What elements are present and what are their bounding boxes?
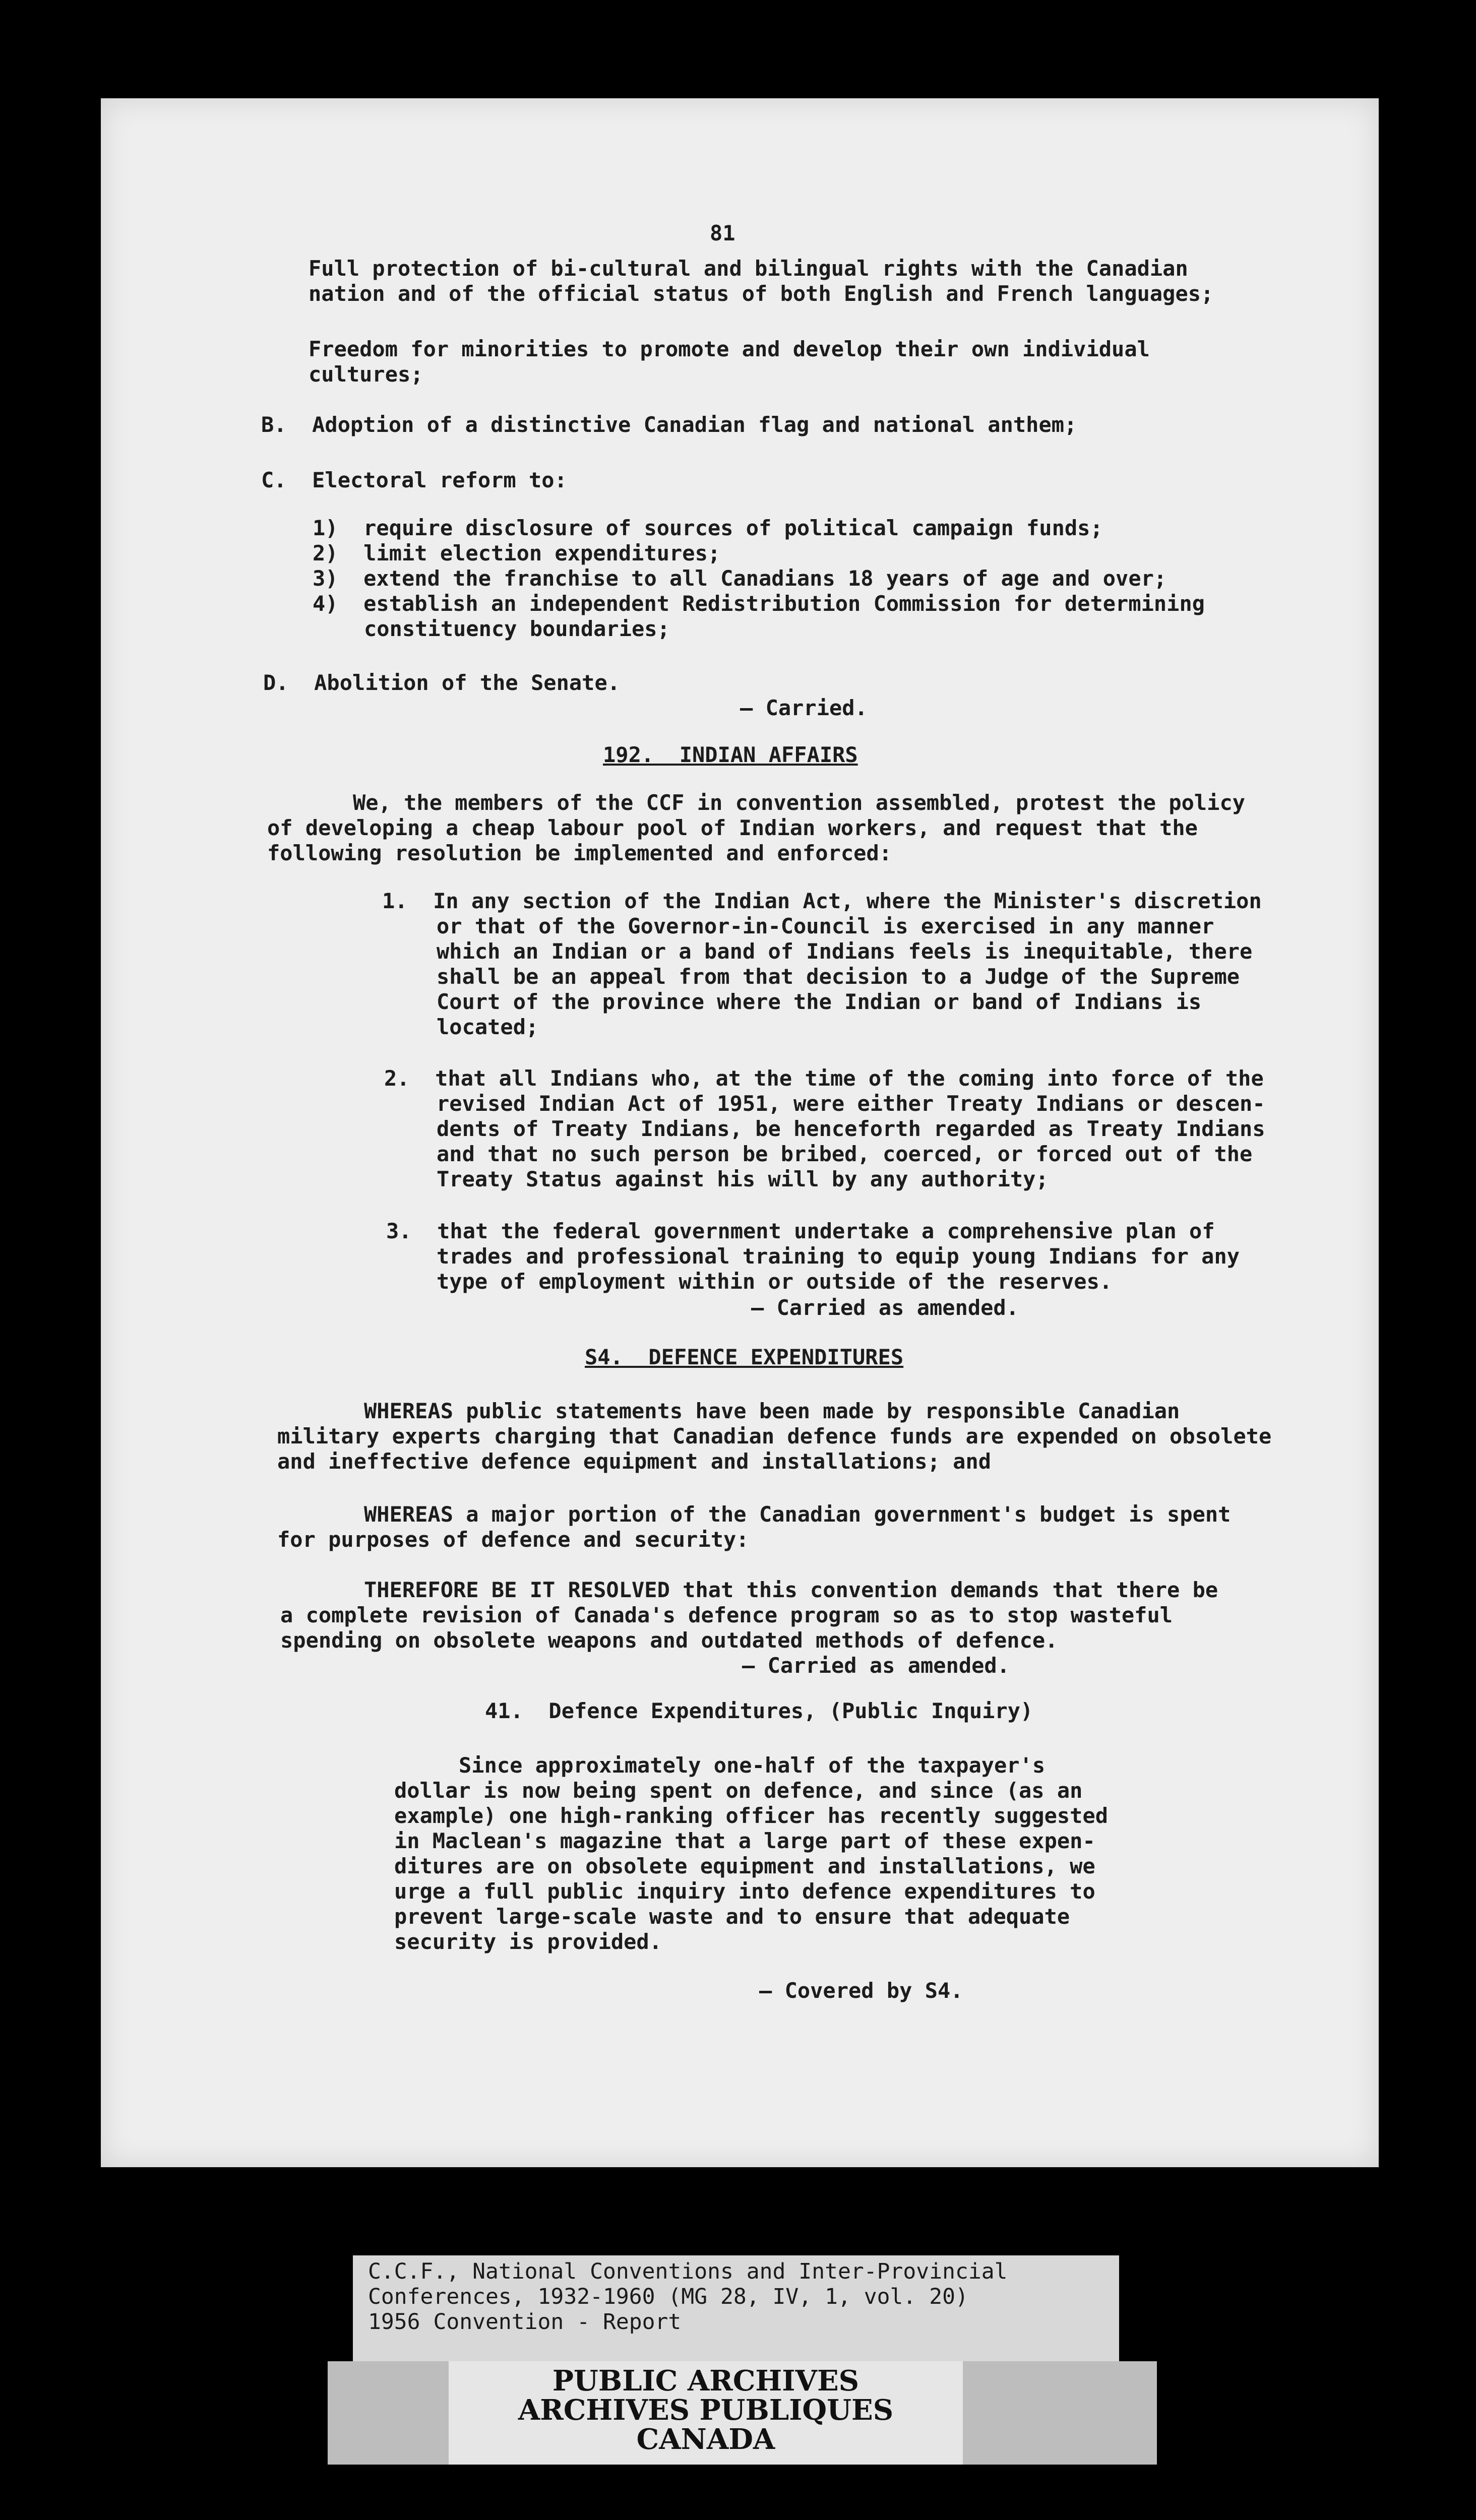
text-line: spending on obsolete weapons and outdated methods of defence. xyxy=(280,1628,1058,1653)
text-line: We, the members of the CCF in convention assembled, protest the policy xyxy=(353,790,1246,815)
text-line: military experts charging that Canadian defence funds are expended on obsolete xyxy=(277,1424,1272,1448)
stamp-line: PUBLIC ARCHIVES xyxy=(552,2364,859,2398)
text-line: — Carried as amended. xyxy=(751,1295,1019,1320)
text-line: and ineffective defence equipment and installations; and xyxy=(277,1449,992,1474)
section-heading: 41. Defence Expenditures, (Public Inquiry) xyxy=(485,1698,1033,1723)
text-line: — Carried as amended. xyxy=(742,1653,1010,1678)
text-line: security is provided. xyxy=(394,1929,662,1954)
text-line: 3. that the federal government undertake a comprehensive plan of xyxy=(386,1219,1215,1243)
text-line: example) one high-ranking officer has recently suggested xyxy=(394,1803,1109,1828)
text-line: — Carried. xyxy=(740,696,868,720)
text-line: WHEREAS a major portion of the Canadian government's budget is spent xyxy=(364,1502,1231,1527)
text-line: or that of the Governor-in-Council is exercised in any manner xyxy=(437,914,1214,938)
text-line: 4) establish an independent Redistribution Commission for determining xyxy=(313,591,1205,616)
archive-label-line: Conferences, 1932-1960 (MG 28, IV, 1, vol. 20) xyxy=(368,2284,968,2309)
text-line: in Maclean's magazine that a large part of these expen- xyxy=(394,1829,1095,1853)
section-heading: S4. DEFENCE EXPENDITURES xyxy=(585,1345,904,1369)
text-line: 1. In any section of the Indian Act, where the Minister's discretion xyxy=(382,889,1262,913)
text-line: type of employment within or outside of the reserves. xyxy=(437,1269,1113,1294)
text-line: revised Indian Act of 1951, were either Treaty Indians or descen- xyxy=(437,1091,1265,1116)
text-line: nation and of the official status of both English and French languages; xyxy=(309,281,1214,306)
text-line: which an Indian or a band of Indians feels is inequitable, there xyxy=(437,939,1253,964)
page-number: 81 xyxy=(710,221,735,245)
text-line: dents of Treaty Indians, be henceforth regarded as Treaty Indians xyxy=(437,1116,1265,1141)
text-line: 2) limit election expenditures; xyxy=(313,541,721,565)
text-line: 2. that all Indians who, at the time of the coming into force of the xyxy=(384,1066,1264,1091)
text-line: B. Adoption of a distinctive Canadian flag and national anthem; xyxy=(261,412,1077,437)
text-line: cultures; xyxy=(309,362,423,387)
stamp-line: CANADA xyxy=(636,2423,775,2456)
text-line: 1) require disclosure of sources of political campaign funds; xyxy=(313,516,1103,540)
text-line: a complete revision of Canada's defence program so as to stop wasteful xyxy=(280,1603,1173,1627)
text-line: located; xyxy=(437,1015,539,1039)
stamp-line: ARCHIVES PUBLIQUES xyxy=(518,2393,894,2427)
archive-label-line: C.C.F., National Conventions and Inter-Provincial xyxy=(368,2259,1008,2284)
text-line: WHEREAS public statements have been made by responsible Canadian xyxy=(364,1399,1180,1423)
text-line: shall be an appeal from that decision to a Judge of the Supreme xyxy=(437,964,1240,989)
text-line: trades and professional training to equip young Indians for any xyxy=(437,1244,1240,1269)
text-line: THEREFORE BE IT RESOLVED that this convention demands that there be xyxy=(364,1578,1218,1602)
text-line: Court of the province where the Indian or band of Indians is xyxy=(437,989,1202,1014)
archive-label-line: 1956 Convention - Report xyxy=(368,2309,682,2335)
text-line: constituency boundaries; xyxy=(364,616,670,641)
text-line: of developing a cheap labour pool of Indian workers, and request that the xyxy=(267,815,1198,840)
section-heading: 192. INDIAN AFFAIRS xyxy=(603,742,858,767)
text-line: Since approximately one-half of the taxpayer's xyxy=(459,1753,1046,1778)
text-line: Full protection of bi-cultural and bilingual rights with the Canadian xyxy=(309,256,1188,281)
text-line: — Covered by S4. xyxy=(759,1978,963,2003)
text-line: Treaty Status against his will by any authority; xyxy=(437,1167,1049,1191)
text-line: Freedom for minorities to promote and develop their own individual xyxy=(309,337,1150,361)
text-line: ditures are on obsolete equipment and installations, we xyxy=(394,1854,1095,1878)
text-line: dollar is now being spent on defence, and since (as an xyxy=(394,1778,1083,1803)
text-line: prevent large-scale waste and to ensure that adequate xyxy=(394,1904,1070,1929)
text-line: 3) extend the franchise to all Canadians 18 years of age and over; xyxy=(313,566,1167,591)
text-line: following resolution be implemented and enforced: xyxy=(267,841,892,865)
text-line: for purposes of defence and security: xyxy=(277,1527,749,1552)
text-line: C. Electoral reform to: xyxy=(261,468,567,492)
text-line: and that no such person be bribed, coerced, or forced out of the xyxy=(437,1142,1253,1166)
text-line: urge a full public inquiry into defence expenditures to xyxy=(394,1879,1095,1904)
text-line: D. Abolition of the Senate. xyxy=(263,670,621,695)
